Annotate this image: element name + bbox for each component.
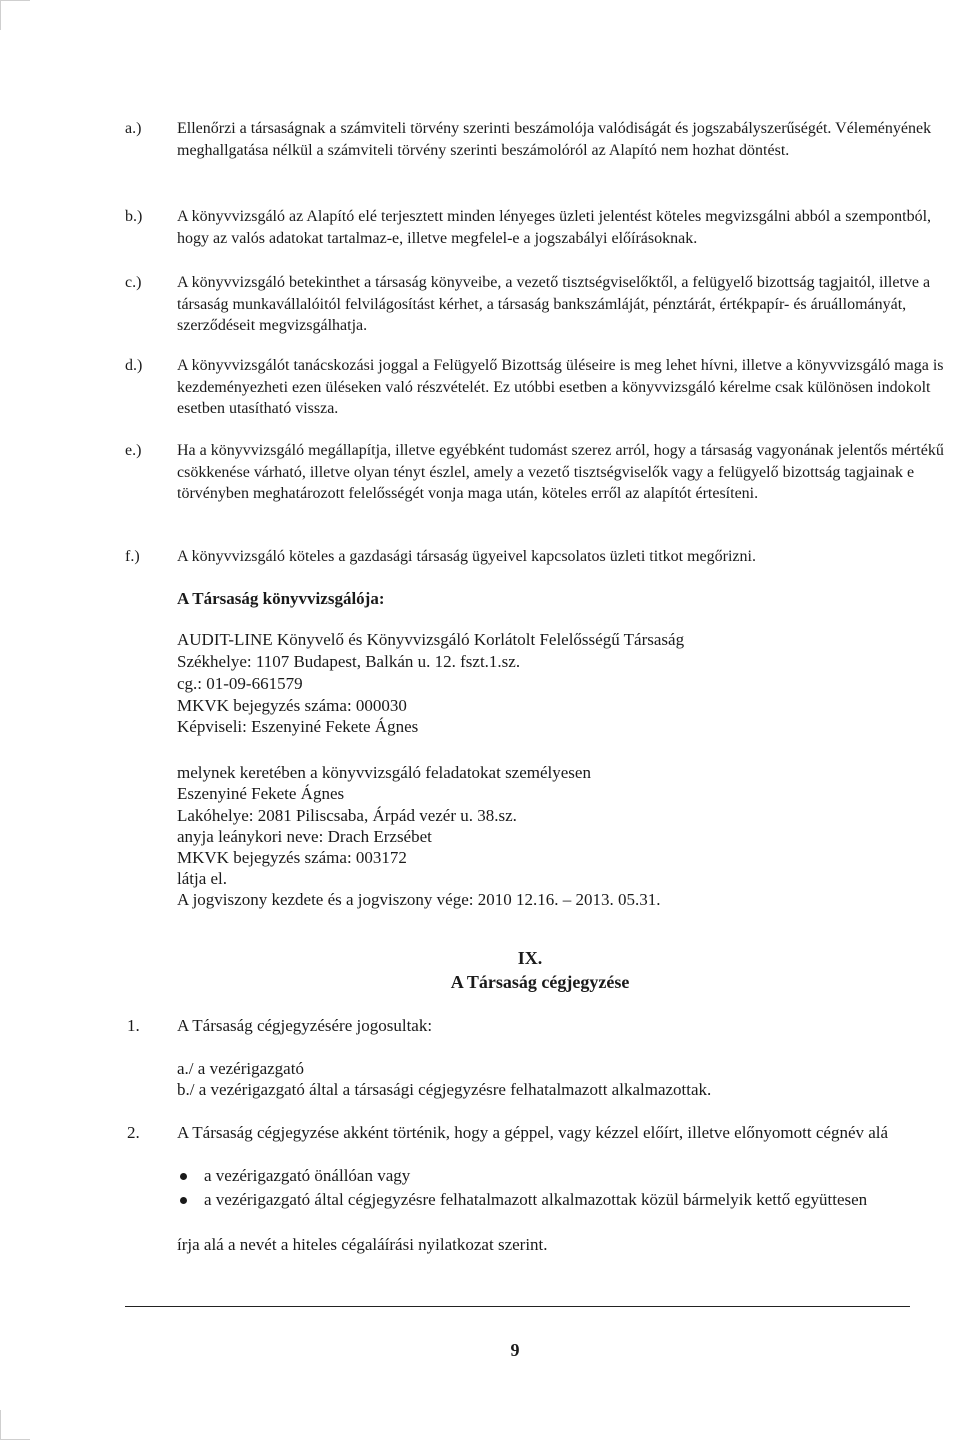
bullet-item: a vezérigazgató által cégjegyzésre felhatalmazott alkalmazottak közül bármelyik kettő együttesen [204, 1190, 868, 1209]
item-text-b: A könyvvizsgáló az Alapító elé terjesztett minden lényeges üzleti jelentést köteles megvizsgálni abból a szempontból, hogy az valós adatokat tartalmaz-e, illetve megfelel-e a jogszabályi előírásoknak. [177, 208, 932, 247]
point-2-text: A Társaság cégjegyzése akként történik, hogy a géppel, vagy kézzel előírt, illetve előnyomott cégnév alá [177, 1123, 889, 1142]
person-line: Lakóhelye: 2081 Piliscsaba, Árpád vezér u. 38.sz. [177, 806, 517, 825]
auditor-line: cg.: 01-09-661579 [177, 674, 303, 693]
point-1-text: A Társaság cégjegyzésére jogosultak: [177, 1016, 433, 1035]
item-marker-e: e.) [125, 442, 142, 459]
footer-rule [125, 1306, 910, 1307]
scan-border-left [0, 0, 1, 30]
section-title: A Társaság cégjegyzése [450, 972, 630, 992]
bullet-icon [180, 1173, 187, 1180]
person-line: látja el. [177, 869, 228, 888]
item-text-a: Ellenőrzi a társaságnak a számviteli törvény szerinti beszámolója valódiságát és jogszabályszerűségét. Véleményének meghallgatása nélkül a számviteli törvény szerinti beszámolóról az Alapító nem hozhat döntést. [177, 120, 932, 159]
auditor-line: AUDIT-LINE Könyvelő és Könyvvizsgáló Korlátolt Felelősségű Társaság [177, 630, 685, 649]
scan-border-bottom-left [0, 1410, 1, 1440]
point-2-closing: írja alá a nevét a hiteles cégaláírási nyilatkozat szerint. [177, 1235, 548, 1254]
auditor-line: Képviseli: Eszenyiné Fekete Ágnes [177, 717, 419, 736]
item-marker-a: a.) [125, 120, 142, 137]
person-line: Eszenyiné Fekete Ágnes [177, 784, 345, 803]
item-text-f: A könyvvizsgáló köteles a gazdasági társaság ügyeivel kapcsolatos üzleti titkot megőrizni. [177, 548, 756, 565]
person-line: anyja leánykori neve: Drach Erzsébet [177, 827, 432, 846]
item-marker-b: b.) [125, 208, 143, 225]
person-line: MKVK bejegyzés száma: 003172 [177, 848, 407, 867]
item-marker-d: d.) [125, 357, 143, 374]
point-1-sub-item: b./ a vezérigazgató által a társasági cégjegyzésre felhatalmazott alkalmazottak. [177, 1080, 712, 1099]
item-text-e: Ha a könyvvizsgáló megállapítja, illetve egyébként tudomást szerez arról, hogy a társaság vagyonának jelentős mértékű csökkenése várható, illetve olyan tényt észlel, amely a vezető tisztségviselők vagy a felügyelő bizottság tagjainak e törvényben meghatározott felelősségét vonja maga után, köteles erről az alapítót értesíteni. [177, 442, 944, 502]
item-marker-c: c.) [125, 274, 142, 291]
section-number: IX. [517, 948, 543, 968]
point-1-marker: 1. [127, 1016, 140, 1035]
auditor-line: MKVK bejegyzés száma: 000030 [177, 696, 407, 715]
item-text-d: A könyvvizsgálót tanácskozási joggal a Felügyelő Bizottság üléseire is meg lehet hívni, illetve a könyvvizsgáló maga is kezdeményezheti ezen üléseken való részvételét. Ez utóbbi esetben a könyvvizsgáló kérelme csak különösen indokolt esetben utasítható vissza. [177, 357, 944, 417]
bullet-item: a vezérigazgató önállóan vagy [204, 1166, 411, 1185]
scan-border-top [0, 0, 30, 1]
auditor-line: Székhelye: 1107 Budapest, Balkán u. 12. fszt.1.sz. [177, 652, 521, 671]
person-line: melynek keretében a könyvvizsgáló feladatokat személyesen [177, 763, 591, 782]
item-text-c: A könyvvizsgáló betekinthet a társaság könyveibe, a vezető tisztségviselőktől, a felügyelő bizottság tagjaitól, illetve a társaság munkavállalóitól felvilágosítást kérhet, a társaság bankszámláját, pénztárát, értékpapír- és áruállományát, szerződéseit megvizsgálhatja. [177, 274, 931, 334]
auditor-heading: A Társaság könyvvizsgálója: [177, 589, 385, 608]
point-2-marker: 2. [127, 1123, 140, 1142]
item-marker-f: f.) [125, 548, 140, 565]
point-1-sub-item: a./ a vezérigazgató [177, 1059, 304, 1078]
bullet-icon [180, 1197, 187, 1204]
person-line: A jogviszony kezdete és a jogviszony vége: 2010 12.16. – 2013. 05.31. [177, 890, 661, 909]
page-number: 9 [510, 1340, 520, 1360]
